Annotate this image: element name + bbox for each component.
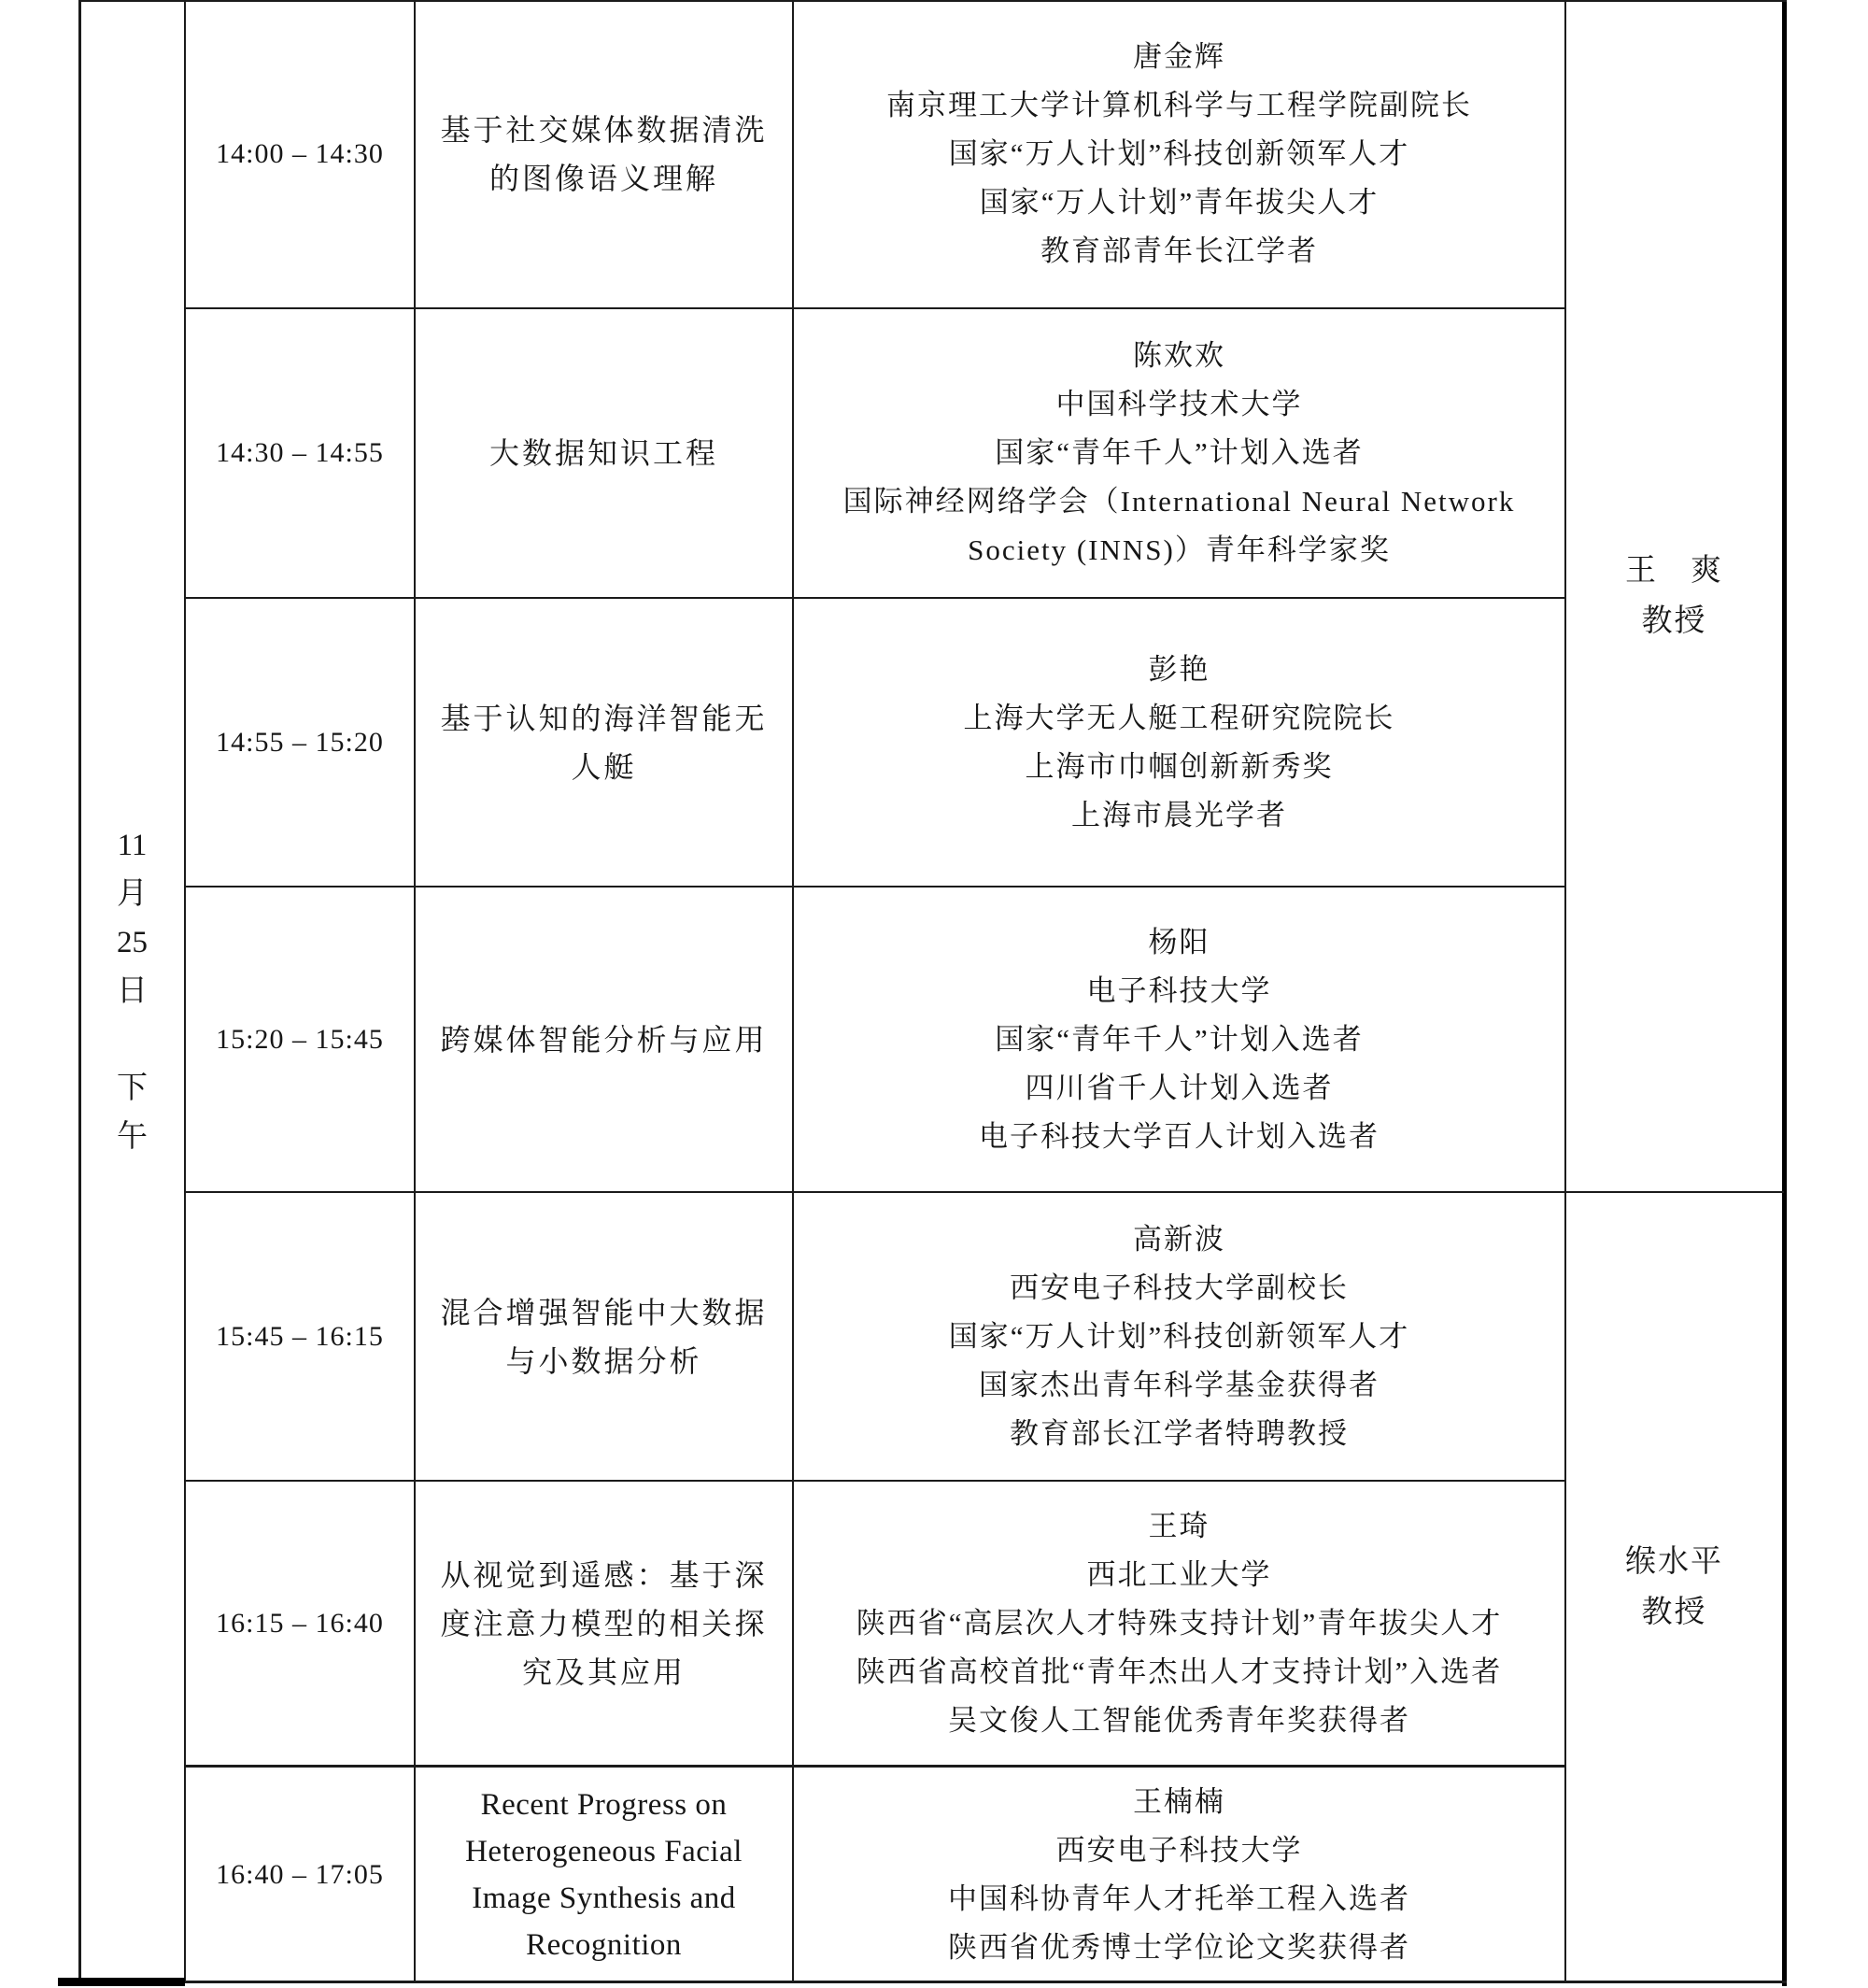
speaker-info-cell-7 — [793, 1767, 1565, 1982]
talk-title-cell-2 — [415, 308, 793, 598]
talk-title-cell-7 — [415, 1767, 793, 1982]
text-line: 陈欢欢 — [1133, 339, 1225, 372]
time-cell-6: 16:15 – 16:40 — [216, 1608, 384, 1639]
talk-title-cell-1 — [415, 0, 793, 308]
text-line: Image Synthesis and — [472, 1881, 736, 1915]
text-line: 日 — [117, 974, 148, 1008]
text-line: 电子科技大学 — [1086, 973, 1272, 1007]
time-cell-1: 14:00 – 14:30 — [216, 138, 384, 169]
text-line: 国家“青年千人”计划入选者 — [995, 436, 1364, 469]
speaker-info-cell-4 — [793, 887, 1565, 1192]
text-line: 跨媒体智能分析与应用 — [440, 1022, 768, 1057]
text-line: 国家“万人计划”青年拔尖人才 — [979, 186, 1380, 219]
text-line: 中国科学技术大学 — [1055, 388, 1303, 420]
text-line: 国际神经网络学会（International Neural Network — [842, 485, 1516, 518]
session-chair-cell-1 — [1566, 0, 1782, 1192]
text-line: 吴文俊人工智能优秀青年奖获得者 — [948, 1704, 1410, 1737]
text-line: 国家“万人计划”科技创新领军人才 — [948, 1319, 1410, 1353]
table-border-right — [1782, 0, 1787, 1986]
text-line: Recognition — [526, 1927, 682, 1962]
text-line: 王琦 — [1148, 1510, 1210, 1542]
text-line: 中国科协青年人才托举工程入选者 — [948, 1882, 1410, 1915]
time-cell-3: 14:55 – 15:20 — [216, 726, 384, 758]
speaker-info-cell-3 — [793, 598, 1565, 887]
text-line: 上海大学无人艇工程研究院院长 — [963, 701, 1395, 734]
text-line: 国家“万人计划”科技创新领军人才 — [948, 137, 1410, 170]
text-line: 月 — [117, 877, 148, 911]
talk-title-cell-3 — [415, 598, 793, 887]
speaker-info-cell-5 — [793, 1192, 1565, 1481]
text-line: 国家杰出青年科学基金获得者 — [979, 1368, 1380, 1401]
text-line: 缑水平 — [1625, 1545, 1723, 1579]
text-line: 教育部青年长江学者 — [1040, 234, 1318, 267]
speaker-info-cell-2 — [793, 308, 1565, 598]
text-line: 陕西省高校首批“青年杰出人才支持计划”入选者 — [856, 1655, 1503, 1688]
text-line: 西安电子科技大学 — [1055, 1833, 1303, 1867]
text-line: 度注意力模型的相关探 — [440, 1607, 768, 1640]
text-line: 教授 — [1641, 1596, 1707, 1629]
text-line: 下 — [117, 1072, 148, 1105]
text-line: 王 爽 — [1625, 554, 1723, 588]
text-line: 从视觉到遥感：基于深 — [440, 1558, 768, 1592]
time-cell-2: 14:30 – 14:55 — [216, 437, 384, 468]
talk-title-cell-5 — [415, 1192, 793, 1481]
text-line: 西北工业大学 — [1086, 1558, 1272, 1591]
text-line: 国家“青年千人”计划入选者 — [995, 1022, 1364, 1056]
text-line: 午 — [117, 1120, 148, 1154]
speaker-info-cell-1 — [793, 0, 1565, 308]
text-line: 西安电子科技大学副校长 — [1010, 1271, 1349, 1304]
text-line: 南京理工大学计算机科学与工程学院副院长 — [886, 89, 1472, 121]
text-line: Recent Progress on — [480, 1787, 728, 1822]
speaker-info-cell-6 — [793, 1481, 1565, 1767]
text-line: 电子科技大学百人计划入选者 — [979, 1119, 1380, 1153]
text-line: Society (INNS)）青年科学家奖 — [968, 533, 1391, 566]
text-line: 基于认知的海洋智能无 — [440, 701, 768, 735]
text-line: 与小数据分析 — [505, 1343, 702, 1378]
text-line: 上海市晨光学者 — [1071, 798, 1287, 831]
time-cell-4: 15:20 – 15:45 — [216, 1023, 384, 1055]
text-line: 高新波 — [1133, 1222, 1225, 1256]
text-line: 彭艳 — [1148, 652, 1210, 686]
text-line: 陕西省“高层次人才特殊支持计划”青年拔尖人才 — [856, 1607, 1503, 1640]
text-line: 究及其应用 — [521, 1655, 686, 1689]
text-line: 的图像语义理解 — [488, 162, 718, 195]
text-line: Heterogeneous Facial — [465, 1834, 743, 1868]
text-line: 基于社交媒体数据清洗 — [440, 113, 768, 147]
talk-title-cell-4 — [415, 887, 793, 1192]
text-line: 大数据知识工程 — [488, 436, 718, 470]
time-cell-5: 15:45 – 16:15 — [216, 1320, 384, 1352]
text-line: 混合增强智能中大数据 — [440, 1295, 768, 1329]
text-line: 11 — [117, 829, 148, 862]
text-line: 陕西省优秀博士学位论文奖获得者 — [948, 1930, 1410, 1964]
session-chair-cell-2 — [1566, 1192, 1782, 1982]
text-line: 唐金辉 — [1133, 40, 1225, 73]
text-line: 教授 — [1641, 604, 1707, 638]
text-line: 25 — [117, 926, 148, 959]
text-line: 四川省千人计划入选者 — [1025, 1071, 1334, 1104]
session-date-cell — [80, 0, 184, 1982]
text-line: 教育部长江学者特聘教授 — [1010, 1416, 1349, 1450]
text-line: 王楠楠 — [1133, 1784, 1225, 1818]
text-line: 人艇 — [571, 749, 637, 784]
time-cell-7: 16:40 – 17:05 — [216, 1858, 384, 1890]
talk-title-cell-6 — [415, 1481, 793, 1767]
text-line: 杨阳 — [1148, 925, 1210, 958]
text-line: 上海市巾帼创新新秀奖 — [1025, 749, 1334, 783]
